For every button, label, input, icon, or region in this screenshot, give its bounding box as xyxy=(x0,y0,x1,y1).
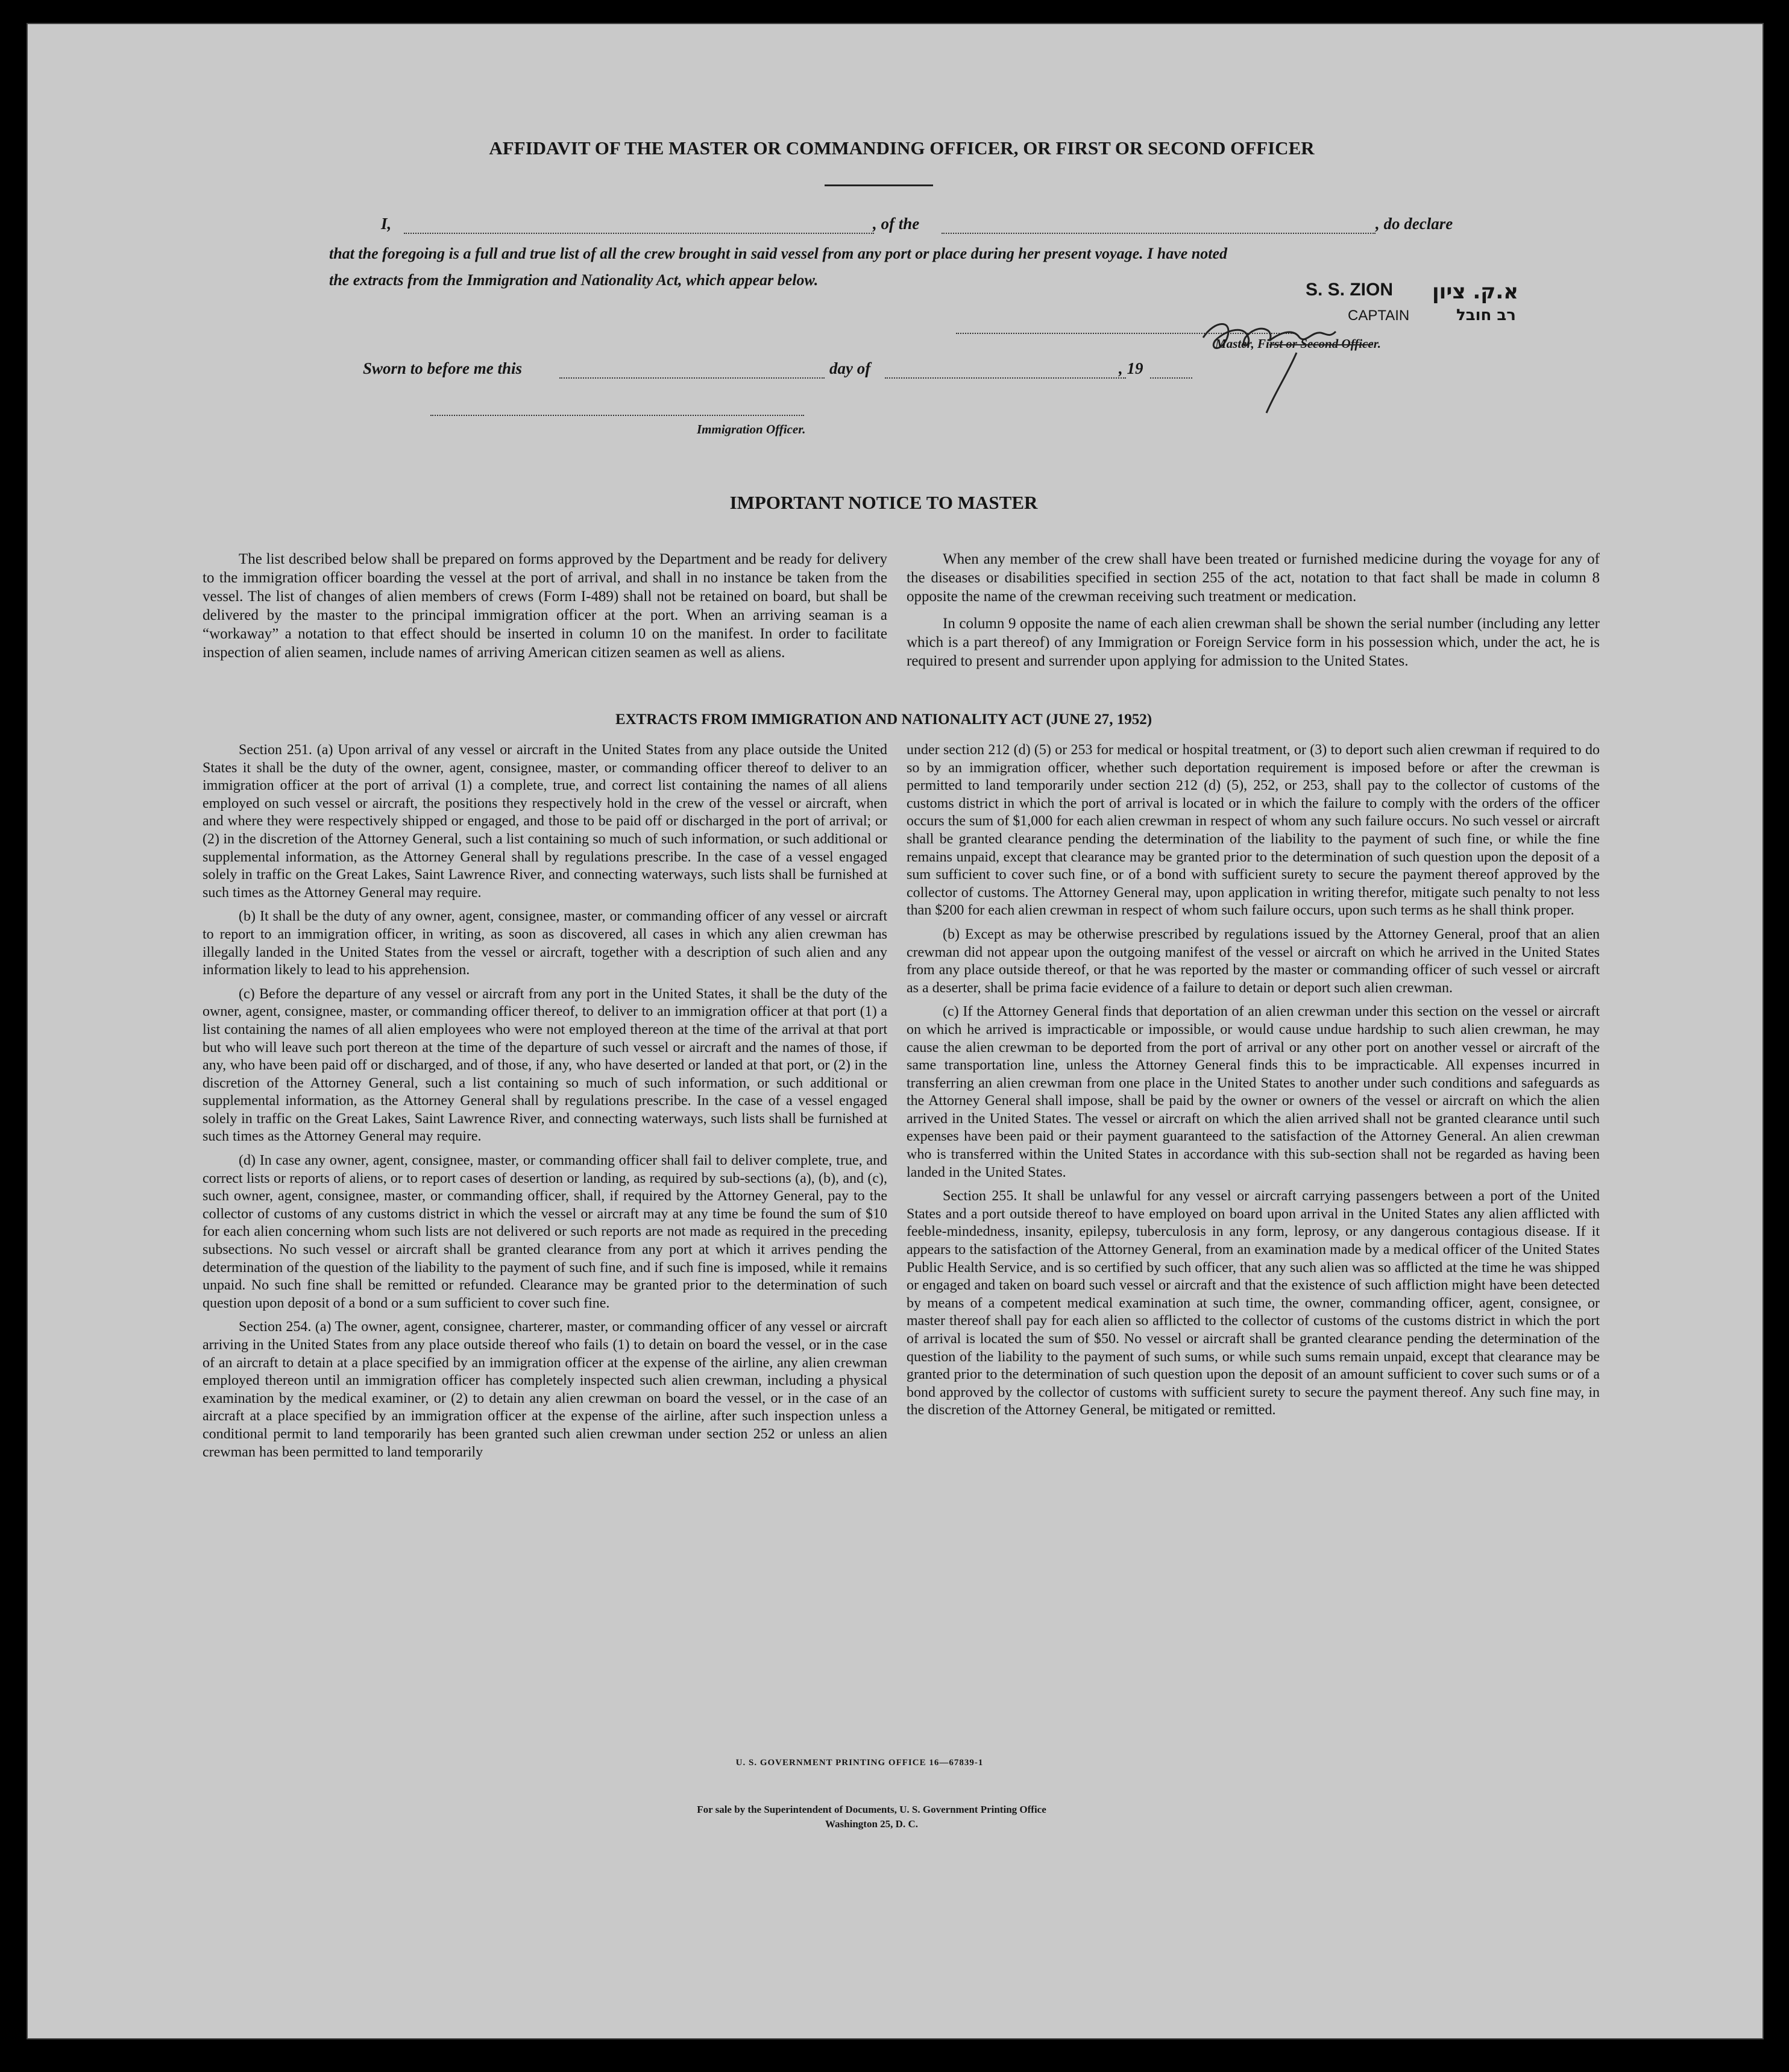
section-254-a-continued: under section 212 (d) (5) or 253 for medical or hospital treatment, or (3) to deport such alien crewman if required to do so by an immigration officer, whether such deportation requirement is imposed before or after the crewman is permitted to land temporarily under section 212 (d) (5), 252, or 253, shall pay to the collector of customs of the customs district in which the port of arrival is located or in which the failure to comply with the orders of the officer occurs the sum of $1,000 for each alien crewman in respect of whom any such failure occurs. No such vessel or aircraft shall be granted clearance pending the determination of the liability to the payment of such fine, or while the fine remains unpaid, except that clearance may be granted prior to the determination of such question upon the deposit of a sum sufficient to cover such fine, or of a bond with sufficient surety to secure the payment thereof approved by the collector of customs. The Attorney General may, upon application in writing therefor, mitigate such penalty to not less than $200 for each alien crewman in respect of whom such failure occurs, upon such terms as he shall think proper. xyxy=(907,742,1600,919)
immigration-officer-label: Immigration Officer. xyxy=(697,422,806,436)
extracts-right-column xyxy=(907,742,1600,1420)
sworn-label: Sworn to before me this xyxy=(363,359,523,377)
notice-left-column xyxy=(203,550,887,662)
printing-office-line: U. S. GOVERNMENT PRINTING OFFICE 16—67839-1 xyxy=(735,1758,984,1768)
notice-right-paragraph-1: When any member of the crew shall have been treated or furnished medicine during the voyage for any of the diseases or disabilities specified in section 255 of the act, notation to that fact shall be made in column 8 opposite the name of the crewman receiving such treatment or medication. xyxy=(907,551,1600,605)
sale-line-1: For sale by the Superintendent of Documents, U. S. Government Printing Office xyxy=(697,1804,1046,1815)
stamp-ship-name: S. S. ZION xyxy=(1306,280,1394,300)
section-251-a: Section 251. (a) Upon arrival of any vessel or aircraft in the United States from any place outside the United States it shall be the duty of the owner, agent, consignee, master, or commanding officer thereof to deliver to an immigration officer at the port of arrival (1) a complete, true, and correct list containing the names of all aliens employed on such vessel or aircraft, the positions they respectively hold in the crew of the vessel or aircraft, when and where they were respectively shipped or engaged, and those to be paid off or discharged in the port of arrival; or (2) in the discretion of the Attorney General, such a list containing so much of such information, or such additional or supplemental information, as the Attorney General shall by regulations prescribe. In the case of a vessel engaged solely in traffic on the Great Lakes, Saint Lawrence River, and connecting waterways, such lists shall be furnished at such times as the Attorney General may require. xyxy=(203,742,887,901)
sworn-month-field[interactable] xyxy=(885,377,1126,379)
notice-right-paragraph-2: In column 9 opposite the name of each alien crewman shall be shown the serial number (including any letter which is a part thereof) of any Immigration or Foreign Service form in his possession which, under the act, he is required to present and surrender upon applying for admission to the United States. xyxy=(907,616,1600,669)
extracts-left-column xyxy=(203,742,887,1461)
declarant-name-field[interactable] xyxy=(404,233,874,234)
sale-line-2: Washington 25, D. C. xyxy=(825,1818,918,1830)
title-rule xyxy=(825,184,933,186)
affidavit-i-label: I, xyxy=(381,215,392,233)
stamp-hebrew-captain: רב חובל xyxy=(1456,306,1516,324)
section-251-d: (d) In case any owner, agent, consignee, master, or commanding officer shall fail to deliver complete, true, and correct lists or reports of aliens, or to report cases of desertion or landing, as required by sub-sections (a), (b), and (c), such owner, agent, consignee, master, or commanding officer, shall, if required by the Attorney General, pay to the collector of customs of any customs district in which the vessel or aircraft may at any time be found the sum of $10 for each alien concerning whom such lists are not delivered or such reports are not made as required in the preceding subsections. No such vessel or aircraft shall be granted clearance from any port at which it arrives pending the determination of the question of the liability to the payment of such fine, and if such fine is imposed, while it remains unpaid. No such fine shall be remitted or refunded. Clearance may be granted prior to the determination of such question upon deposit of a bond or a sum sufficient to cover such fine. xyxy=(203,1153,887,1311)
year-label: , 19 xyxy=(1119,359,1143,377)
section-251-c: (c) Before the departure of any vessel or aircraft from any port in the United States, it shall be the duty of the owner, agent, consignee, master, or commanding officer thereof, to deliver to an immigration officer at that port (1) a list containing the names of all alien employees who were not employed thereon at the time of the arrival at that port but who will leave such port thereon at the time of the departure of such vessel or aircraft and the names of those, if any, who have been paid off or discharged, and of those, if any, who have deserted or landed at that port, or (2) in the discretion of the Attorney General, such a list containing so much of such information, or such additional or supplemental information, as the Attorney General shall by regulations prescribe. In the case of a vessel engaged solely in traffic on the Great Lakes, Saint Lawrence River, and connecting waterways, such lists shall be furnished at such times as the Attorney General may require. xyxy=(203,986,887,1145)
section-254-a: Section 254. (a) The owner, agent, consignee, charterer, master, or commanding officer of any vessel or aircraft arriving in the United States from any place outside thereof who fails (1) to detain on board the vessel, or in the case of an aircraft to detain at a place specified by an immigration officer at the expense of the airline, any alien crewman employed thereon until an immigration officer has completely inspected such alien crewman, including a physical examination by the medical examiner, or (2) to detain any alien crewman on board the vessel, or in the case of an aircraft at a place specified by an immigration officer at the expense of the airline, after such inspection unless a conditional permit to land temporarily has been granted such alien crewman under section 252 or unless an alien crewman has been permitted to land temporarily xyxy=(203,1319,887,1460)
section-251-b: (b) It shall be the duty of any owner, agent, consignee, master, or commanding officer of any vessel or aircraft to report to an immigration officer, in writing, as soon as discovered, all cases in which any alien crewman has illegally landed in the United States from the vessel or aircraft, together with a description of such alien and any information likely to lead to his apprehension. xyxy=(203,908,887,978)
of-the-label: , of the xyxy=(873,215,920,233)
day-of-label: day of xyxy=(829,359,871,377)
section-254-c: (c) If the Attorney General finds that deportation of an alien crewman under this section on the vessel or aircraft on which he arrived is impracticable or impossible, or would cause undue hardship to such alien crewman, he may cause the alien crewman to be deported from the port of arrival or any other port on another vessel or aircraft of the same transportation line, unless the Attorney General finds this to be impracticable. All expenses incurred in transferring an alien crewman from one place in the United States to another under such conditions and safeguards as the Attorney General shall impose, shall be paid by the owner or owners of the vessel or aircraft on which the alien arrived in the United States. The vessel or aircraft on which the alien arrived shall not be granted clearance until such expenses have been paid or their payment guaranteed to the satisfaction of the Attorney General. An alien crewman who is transferred within the United States in accordance with this sub-section shall not be regarded as having been landed in the United States. xyxy=(907,1004,1600,1180)
handwritten-signature xyxy=(1191,295,1348,422)
stamp-captain: CAPTAIN xyxy=(1348,307,1410,324)
affidavit-line-3: the extracts from the Immigration and Nationality Act, which appear below. xyxy=(329,271,819,289)
master-label-text: Master, First or Second Officer. xyxy=(1215,336,1381,351)
do-declare-label: , do declare xyxy=(1376,215,1453,233)
sworn-day-field[interactable] xyxy=(559,377,825,379)
section-254-b: (b) Except as may be otherwise prescribed by regulations issued by the Attorney General, proof that an alien crewman did not appear upon the outgoing manifest of the vessel or aircraft on which he arrived in the United States from any place outside thereof, or that he was reported by the master or commanding officer of such vessel or aircraft as a deserter, shall be prima facie evidence of a failure to detain or deport such alien crewman. xyxy=(907,926,1600,996)
document-page xyxy=(27,23,1764,2039)
section-255: Section 255. It shall be unlawful for any vessel or aircraft carrying passengers between a port of the United States and a port outside thereof to have employed on board upon arrival in the United States any alien afflicted with feeble-mindedness, insanity, epilepsy, tuberculosis in any form, leprosy, or any dangerous contagious disease. If it appears to the satisfaction of the Attorney General, from an examination made by a medical officer of the United States Public Health Service, and is so certified by such officer, that any such alien was so afflicted at the time he was shipped or engaged and taken on board such vessel or aircraft and that the existence of such affliction might have been detected by means of a competent medical examination at such time, the owner, commanding officer, agent, consignee, or master thereof shall pay for each alien so afflicted to the collector of customs of the customs district in which the port of arrival is located the sum of $50. No vessel or aircraft shall be granted clearance pending the determination of the question of the liability to the payment of such sums, or while such sums remain unpaid, except that clearance may be granted prior to the determination of such question upon the deposit of an amount sufficient to cover such sums or of a bond approved by the collector of customs with sufficient surety to secure the payment thereof. Any such fine may, in the discretion of the Attorney General, be mitigated or remitted. xyxy=(907,1188,1600,1419)
extracts-title: EXTRACTS FROM IMMIGRATION AND NATIONALITY ACT (JUNE 27, 1952) xyxy=(615,711,1152,728)
vessel-field[interactable] xyxy=(942,233,1376,234)
affidavit-line-2: that the foregoing is a full and true list of all the crew brought in said vessel from any port or place during her present voyage. I have noted xyxy=(329,245,1228,262)
strike-through xyxy=(1269,344,1373,345)
notice-left-paragraph: The list described below shall be prepared on forms approved by the Department and be ready for delivery to the immigration officer boarding the vessel at the port of arrival, and shall in no instance be taken from the vessel. The list of changes of alien members of crews (Form I-489) shall not be retained on board, but shall be delivered by the master to the principal immigration officer at the port. When an arriving seaman is a “workaway” a notation to that effect should be inserted in column 10 on the manifest. In order to facilitate inspection of alien seamen, include names of arriving American citizen seamen as well as aliens. xyxy=(203,551,887,661)
affidavit-title: AFFIDAVIT OF THE MASTER OR COMMANDING OFFICER, OR FIRST OR SECOND OFFICER xyxy=(489,137,1315,159)
notice-title: IMPORTANT NOTICE TO MASTER xyxy=(729,492,1038,513)
sworn-year-field[interactable] xyxy=(1150,377,1192,379)
stamp-hebrew-ship-name: א.ק. ציון xyxy=(1432,280,1519,304)
immigration-officer-signature-line[interactable] xyxy=(430,415,804,416)
notice-right-column xyxy=(907,550,1600,670)
